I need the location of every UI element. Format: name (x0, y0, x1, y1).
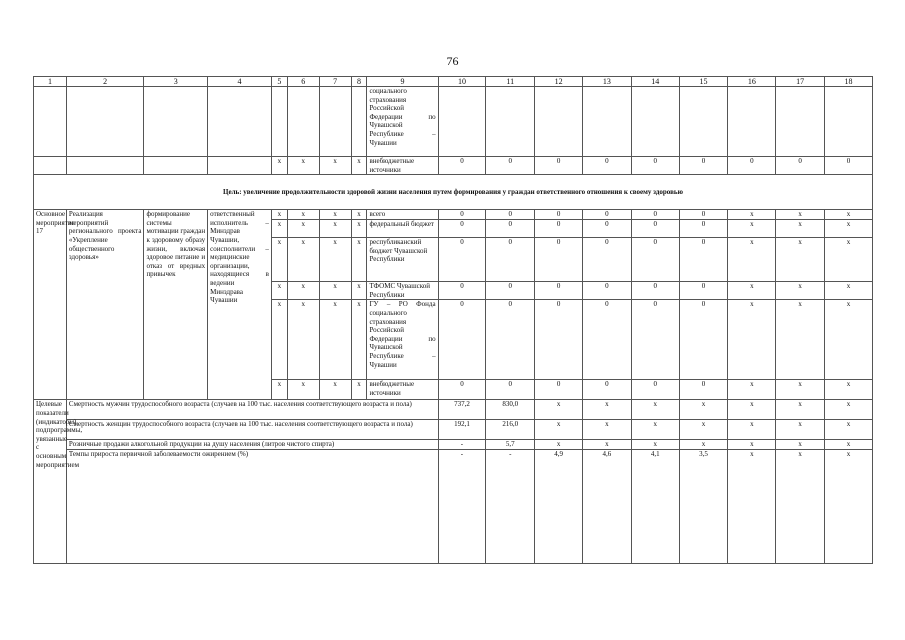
indicator-row: Темпы прироста первичной заболеваемости ожирением (%) - - 4,9 4,6 4,1 3,5 x x x (34, 450, 873, 564)
indicator-row: Смертность женщин трудоспособного возраста (случаев на 100 тыс. населения соответствующего возраста и пола) 192,1 216,0 x x x x x x x (34, 420, 873, 440)
source-cell: социального страхования Российской Федерации по Чувашской Республике – Чувашии (367, 87, 438, 157)
column-number-row (34, 77, 873, 87)
table-row: x x x x ТФОМС Чувашской Республики 0 0 0 0 0 0 x x x (34, 282, 873, 300)
column-number: 7 (319, 77, 351, 87)
source-cell: внебюджетные источники (367, 380, 438, 400)
table-row: x x x x внебюджетные источники 0 0 0 0 0 0 0 0 0 (34, 157, 873, 175)
indicator-row: Целевые показатели (индикаторы) подпрограммы, увязанные с основным мероприятием Смертность мужчин трудоспособного возраста (случаев на 100 тыс. населения соответствующего возраста и пола) 737,2 830,0 x x x x x x x (34, 400, 873, 420)
column-number: 16 (728, 77, 776, 87)
table-row: x x x x федеральный бюджет 0 0 0 0 0 0 x x x (34, 220, 873, 238)
column-number: 3 (144, 77, 208, 87)
table-row (34, 87, 873, 157)
source-cell: всего (367, 210, 438, 220)
column-number: 11 (486, 77, 535, 87)
column-number: 10 (438, 77, 486, 87)
column-number: 5 (271, 77, 287, 87)
table-row: x x x x республиканский бюджет Чувашской Республики 0 0 0 0 0 0 x x x (34, 238, 873, 282)
goal-text: Цель: увеличение продолжительности здоровой жизни населения путем формирования у граждан ответственного отношения к своему здоровью (34, 175, 873, 210)
event-name: Реализация мероприятий регионального проекта «Укрепление общественного здоровья» (66, 210, 144, 400)
column-number: 2 (66, 77, 144, 87)
indicators-label: Целевые показатели (индикаторы) подпрограммы, увязанные с основным мероприятием (34, 400, 67, 564)
column-number: 14 (631, 77, 679, 87)
column-number: 15 (679, 77, 728, 87)
program-table (33, 76, 873, 564)
column-number: 6 (287, 77, 319, 87)
source-cell: ГУ – РО Фонда социального страхования Российской Федерации по Чувашской Республике – Чувашии (367, 300, 438, 380)
column-number: 1 (34, 77, 67, 87)
column-number: 8 (351, 77, 367, 87)
column-number: 12 (535, 77, 583, 87)
event-executor: ответственный исполнитель – Минздрав Чувашии, соисполнители – медицинские организации, находящиеся в ведении Минздрава Чувашии (208, 210, 272, 400)
indicator-name: Смертность женщин трудоспособного возраста (случаев на 100 тыс. населения соответствующего возраста и пола) (66, 420, 438, 440)
goal-row (34, 175, 873, 210)
column-number: 18 (825, 77, 873, 87)
event-result: формирование системы мотивации граждан к здоровому образу жизни, включая здоровое питание и отказ от вредных привычек (144, 210, 208, 400)
source-cell: внебюджетные источники (367, 157, 438, 175)
table-row: x x x x внебюджетные источники 0 0 0 0 0 0 x x x (34, 380, 873, 400)
table-row: Основное мероприятие 17 Реализация мероприятий регионального проекта «Укрепление общественного здоровья» формирование системы мотивации граждан к здоровому образу жизни, включая здоровое питание и отказ от вредных привычек ответственный исполнитель – Минздрав Чувашии, соисполнители – медицинские организации, находящиеся в ведении Минздрава Чувашии x x x x всего 0 0 0 0 0 0 x x x (34, 210, 873, 220)
source-cell: республиканский бюджет Чувашской Республики (367, 238, 438, 282)
source-cell: ТФОМС Чувашской Республики (367, 282, 438, 300)
source-cell: федеральный бюджет (367, 220, 438, 238)
indicator-name: Смертность мужчин трудоспособного возраста (случаев на 100 тыс. населения соответствующего возраста и пола) (66, 400, 438, 420)
column-number: 9 (367, 77, 438, 87)
indicator-row: Розничные продажи алкогольной продукции на душу населения (литров чистого спирта) - 5,7 x x x x x x x (34, 440, 873, 450)
indicator-name: Темпы прироста первичной заболеваемости ожирением (%) (66, 450, 438, 564)
column-number: 13 (582, 77, 631, 87)
table-row: x x x x ГУ – РО Фонда социального страхования Российской Федерации по Чувашской Республике – Чувашии 0 0 0 0 0 0 x x x (34, 300, 873, 380)
column-number: 17 (776, 77, 825, 87)
page-number: 76 (446, 54, 459, 68)
column-number: 4 (208, 77, 272, 87)
event-number: Основное мероприятие 17 (34, 210, 67, 400)
indicator-name: Розничные продажи алкогольной продукции на душу населения (литров чистого спирта) (66, 440, 438, 450)
